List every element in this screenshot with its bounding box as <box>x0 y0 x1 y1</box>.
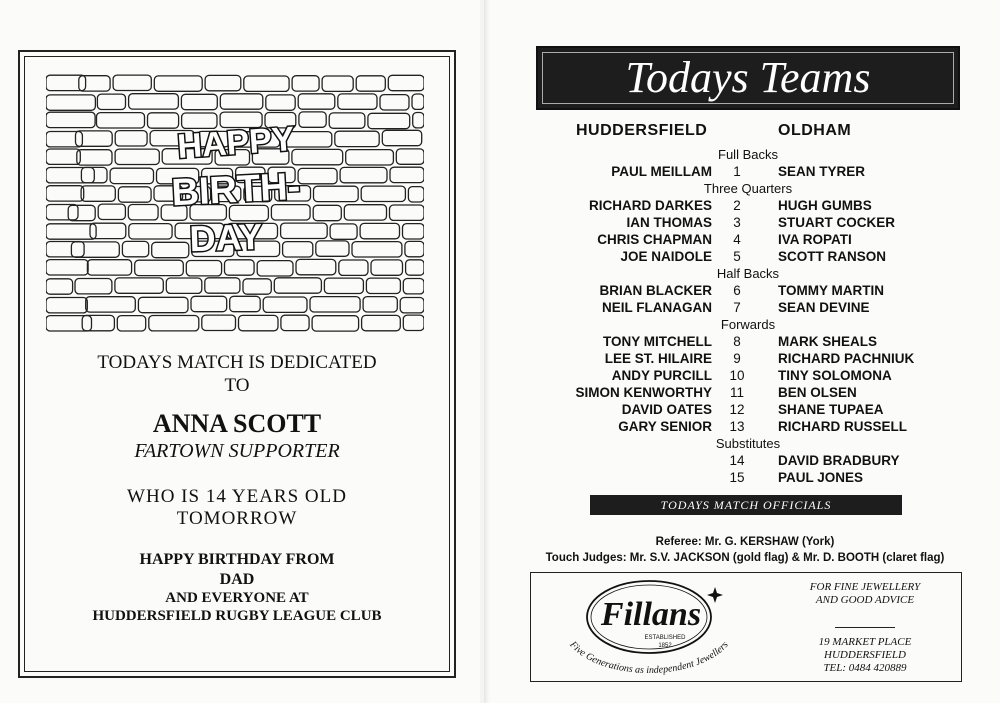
brick <box>371 260 403 275</box>
section-heading-row <box>490 146 1000 163</box>
brick <box>46 149 80 164</box>
away-player: RICHARD RUSSELL <box>778 419 908 434</box>
brick <box>368 113 410 128</box>
brick <box>403 279 424 294</box>
brick <box>128 205 158 220</box>
away-player: SHANE TUPAEA <box>778 402 884 417</box>
wish-line-1: HAPPY BIRTHDAY FROM <box>139 551 335 568</box>
away-player: TOMMY MARTIN <box>778 283 884 298</box>
shirt-number: 2 <box>733 198 741 213</box>
player-row <box>490 214 1000 231</box>
shirt-number: 4 <box>733 232 741 247</box>
brick <box>191 296 227 311</box>
away-player: STUART COCKER <box>778 215 895 230</box>
player-row <box>490 401 1000 418</box>
officials-banner <box>590 495 902 515</box>
home-player: DAVID OATES <box>621 402 712 417</box>
brick <box>46 186 84 201</box>
arc-slogan: Five Generations as independent Jewellers <box>567 639 731 677</box>
sparkle-icon <box>707 587 723 603</box>
brick <box>113 75 151 90</box>
brick <box>257 261 293 276</box>
telephone: TEL: 0484 420889 <box>823 662 907 674</box>
brick-wall-illustration <box>46 74 424 332</box>
brick <box>296 259 336 274</box>
brick <box>205 75 241 90</box>
player-row <box>490 418 1000 435</box>
home-player: LEE ST. HILAIRE <box>604 351 712 366</box>
shirt-number: 11 <box>729 385 744 400</box>
brick <box>79 76 110 91</box>
referee-line: Referee: Mr. G. KERSHAW (York) <box>655 536 835 548</box>
shirt-number: 8 <box>733 334 741 349</box>
ad-divider <box>835 627 895 628</box>
address-2: HUDDERSFIELD <box>824 649 906 661</box>
brick <box>396 149 424 164</box>
brick <box>310 297 360 312</box>
brick <box>298 94 335 109</box>
brick <box>46 205 78 220</box>
section-heading: Three Quarters <box>703 181 793 196</box>
brick <box>263 297 307 312</box>
section-heading: Half Backs <box>716 266 780 281</box>
brick <box>86 297 136 312</box>
brick <box>299 112 326 127</box>
honoree-name: ANNA SCOTT <box>152 409 322 438</box>
happy-birthday-bubble-text <box>171 120 302 259</box>
brick <box>138 297 188 312</box>
brick <box>82 315 114 330</box>
section-heading-row <box>490 180 1000 197</box>
brick <box>98 204 125 219</box>
brick <box>413 113 424 128</box>
brick <box>243 279 271 294</box>
established-label: ESTABLISHED <box>644 635 686 641</box>
brick <box>129 224 172 239</box>
brick <box>244 76 289 91</box>
shirt-number: 12 <box>729 402 745 417</box>
brick <box>230 296 261 311</box>
brick <box>406 260 424 275</box>
away-player: SEAN TYRER <box>778 164 866 179</box>
brick <box>338 94 377 109</box>
brick <box>329 113 365 128</box>
wish-line-2: DAD <box>219 571 255 588</box>
shirt-number: 1 <box>733 164 741 179</box>
brick <box>77 150 112 165</box>
brick <box>363 297 397 312</box>
touch-judges-line: Touch Judges: Mr. S.V. JACKSON (gold flag) & Mr. D. BOOTH (claret flag) <box>545 552 945 564</box>
home-player: CHRIS CHAPMAN <box>597 232 712 247</box>
brick <box>118 187 151 202</box>
brick <box>344 205 386 220</box>
age-line-2: TOMORROW <box>176 508 298 529</box>
brick <box>405 241 424 256</box>
brick <box>281 223 328 238</box>
player-row <box>490 299 1000 316</box>
title-banner <box>536 46 960 110</box>
player-row <box>490 384 1000 401</box>
shirt-number: 7 <box>733 300 741 315</box>
wall-text-day: DAY <box>188 215 263 260</box>
brick <box>403 315 424 330</box>
brick <box>330 224 357 239</box>
address-1: 19 MARKET PLACE <box>818 636 912 648</box>
brick <box>362 315 401 330</box>
brick <box>356 76 385 91</box>
brick <box>149 316 199 331</box>
brick <box>97 94 125 109</box>
brick <box>340 167 387 182</box>
brick <box>390 205 425 220</box>
shirt-number: 6 <box>733 283 741 298</box>
fillans-logo <box>535 573 765 679</box>
brick <box>412 94 424 109</box>
tagline-2: AND GOOD ADVICE <box>815 594 915 606</box>
dedication-frame <box>18 50 456 678</box>
dedication-line-1: TODAYS MATCH IS DEDICATED <box>97 352 377 373</box>
svg-text:Five Generations as independen <box>567 639 731 676</box>
brick <box>380 95 409 110</box>
brick <box>314 186 359 201</box>
player-row <box>490 163 1000 180</box>
shirt-number: 15 <box>729 470 745 485</box>
brick <box>135 260 184 275</box>
brick <box>346 150 394 165</box>
brick <box>281 315 309 330</box>
away-team-heading: OLDHAM <box>778 122 852 139</box>
page-title: Todays Teams <box>625 53 871 102</box>
brick <box>205 278 240 293</box>
brick <box>390 167 424 182</box>
brick <box>71 242 119 257</box>
wish-line-4: HUDDERSFIELD RUGBY LEAGUE CLUB <box>92 608 382 624</box>
team-sheet <box>490 146 1000 486</box>
brick <box>313 205 341 220</box>
brick <box>115 149 159 164</box>
player-row <box>490 197 1000 214</box>
wish-line-3: AND EVERYONE AT <box>165 590 309 606</box>
tagline-1: FOR FINE JEWELLERY <box>809 581 921 593</box>
home-team-heading: HUDDERSFIELD <box>576 122 708 139</box>
shirt-number: 14 <box>729 453 745 468</box>
player-row <box>490 248 1000 265</box>
brick <box>46 279 73 294</box>
player-row <box>490 231 1000 248</box>
brick <box>97 113 145 128</box>
brick <box>46 242 84 257</box>
brick <box>283 242 313 257</box>
player-row <box>490 452 1000 469</box>
brick <box>339 260 368 275</box>
home-player: NEIL FLANAGAN <box>602 300 712 315</box>
brick <box>292 149 343 164</box>
brick <box>87 260 131 275</box>
shirt-number: 9 <box>733 351 741 366</box>
brick <box>220 94 262 109</box>
away-player: SEAN DEVINE <box>778 300 870 315</box>
brick <box>403 224 425 239</box>
section-heading: Full Backs <box>718 147 778 162</box>
away-player: TINY SOLOMONA <box>778 368 892 383</box>
brick <box>322 76 353 91</box>
shirt-number: 3 <box>733 215 741 230</box>
brick <box>110 168 153 183</box>
brick <box>388 75 424 90</box>
shirt-number: 5 <box>733 249 741 264</box>
away-player: IVA ROPATI <box>778 232 852 247</box>
brick <box>46 95 95 110</box>
brick <box>46 168 94 183</box>
brand-name: Fillans <box>600 596 702 633</box>
wall-text-happy: HAPPY <box>176 119 296 167</box>
section-heading-row <box>490 316 1000 333</box>
brick <box>166 278 202 293</box>
brick <box>202 315 236 330</box>
brick <box>46 316 92 331</box>
brick <box>115 278 163 293</box>
shirt-number: 13 <box>729 419 745 434</box>
brick <box>46 132 82 147</box>
away-player: HUGH GUMBS <box>778 198 872 213</box>
home-player: BRIAN BLACKER <box>599 283 712 298</box>
away-player: PAUL JONES <box>778 470 864 485</box>
brick <box>68 205 95 220</box>
brick <box>408 187 424 202</box>
right-page <box>490 0 1000 703</box>
established-year: 1852 <box>658 643 672 649</box>
section-heading: Substitutes <box>715 436 781 451</box>
brick <box>154 76 202 91</box>
brick <box>335 131 379 146</box>
away-player: DAVID BRADBURY <box>778 453 900 468</box>
shirt-number: 10 <box>729 368 745 383</box>
brick <box>324 278 363 293</box>
player-row <box>490 333 1000 350</box>
section-heading-row <box>490 265 1000 282</box>
brick <box>361 186 405 201</box>
brick <box>75 279 112 294</box>
brick <box>81 186 115 201</box>
brick <box>117 316 145 331</box>
brick <box>148 113 179 128</box>
brick <box>46 260 88 275</box>
home-player: RICHARD DARKES <box>588 198 712 213</box>
brick <box>352 242 402 257</box>
section-heading: Forwards <box>720 317 776 332</box>
brick <box>366 278 400 293</box>
home-player: GARY SENIOR <box>618 419 712 434</box>
brick <box>292 76 319 91</box>
brick <box>266 95 295 110</box>
player-row <box>490 469 1000 486</box>
brick <box>239 315 279 330</box>
brick <box>274 278 321 293</box>
home-player: TONY MITCHELL <box>602 334 712 349</box>
home-player: SIMON KENWORTHY <box>575 385 712 400</box>
officials-title: TODAYS MATCH OFFICIALS <box>660 498 832 512</box>
brick <box>186 261 221 276</box>
brick <box>298 168 337 183</box>
brick <box>382 130 421 145</box>
brick <box>122 241 148 256</box>
brick <box>129 94 179 109</box>
fillans-advert <box>530 572 962 682</box>
brick <box>225 260 255 275</box>
home-player: ANDY PURCILL <box>611 368 712 383</box>
player-row <box>490 350 1000 367</box>
honoree-subtitle: FARTOWN SUPPORTER <box>134 440 340 462</box>
player-row <box>490 367 1000 384</box>
home-player: JOE NAIDOLE <box>620 249 712 264</box>
away-player: SCOTT RANSON <box>778 249 886 264</box>
home-player: IAN THOMAS <box>626 215 712 230</box>
brick <box>316 241 349 256</box>
section-heading-row <box>490 435 1000 452</box>
away-player: RICHARD PACHNIUK <box>778 351 915 366</box>
brick <box>46 112 95 127</box>
home-player: PAUL MEILLAM <box>611 164 712 179</box>
brick <box>360 223 399 238</box>
brick <box>152 242 189 257</box>
brick <box>400 298 424 313</box>
advert-text <box>775 581 955 675</box>
left-page <box>0 0 480 703</box>
dedication-line-2: TO <box>224 375 250 396</box>
brick <box>76 131 113 146</box>
age-line-1: WHO IS 14 YEARS OLD <box>127 486 347 507</box>
brick <box>312 316 359 331</box>
player-row <box>490 282 1000 299</box>
wall-text-birth: BIRTH- <box>170 165 302 215</box>
brick <box>181 94 217 109</box>
brick <box>115 131 147 146</box>
away-player: MARK SHEALS <box>778 334 878 349</box>
brick <box>46 224 96 239</box>
brick <box>46 298 87 313</box>
away-player: BEN OLSEN <box>778 385 857 400</box>
